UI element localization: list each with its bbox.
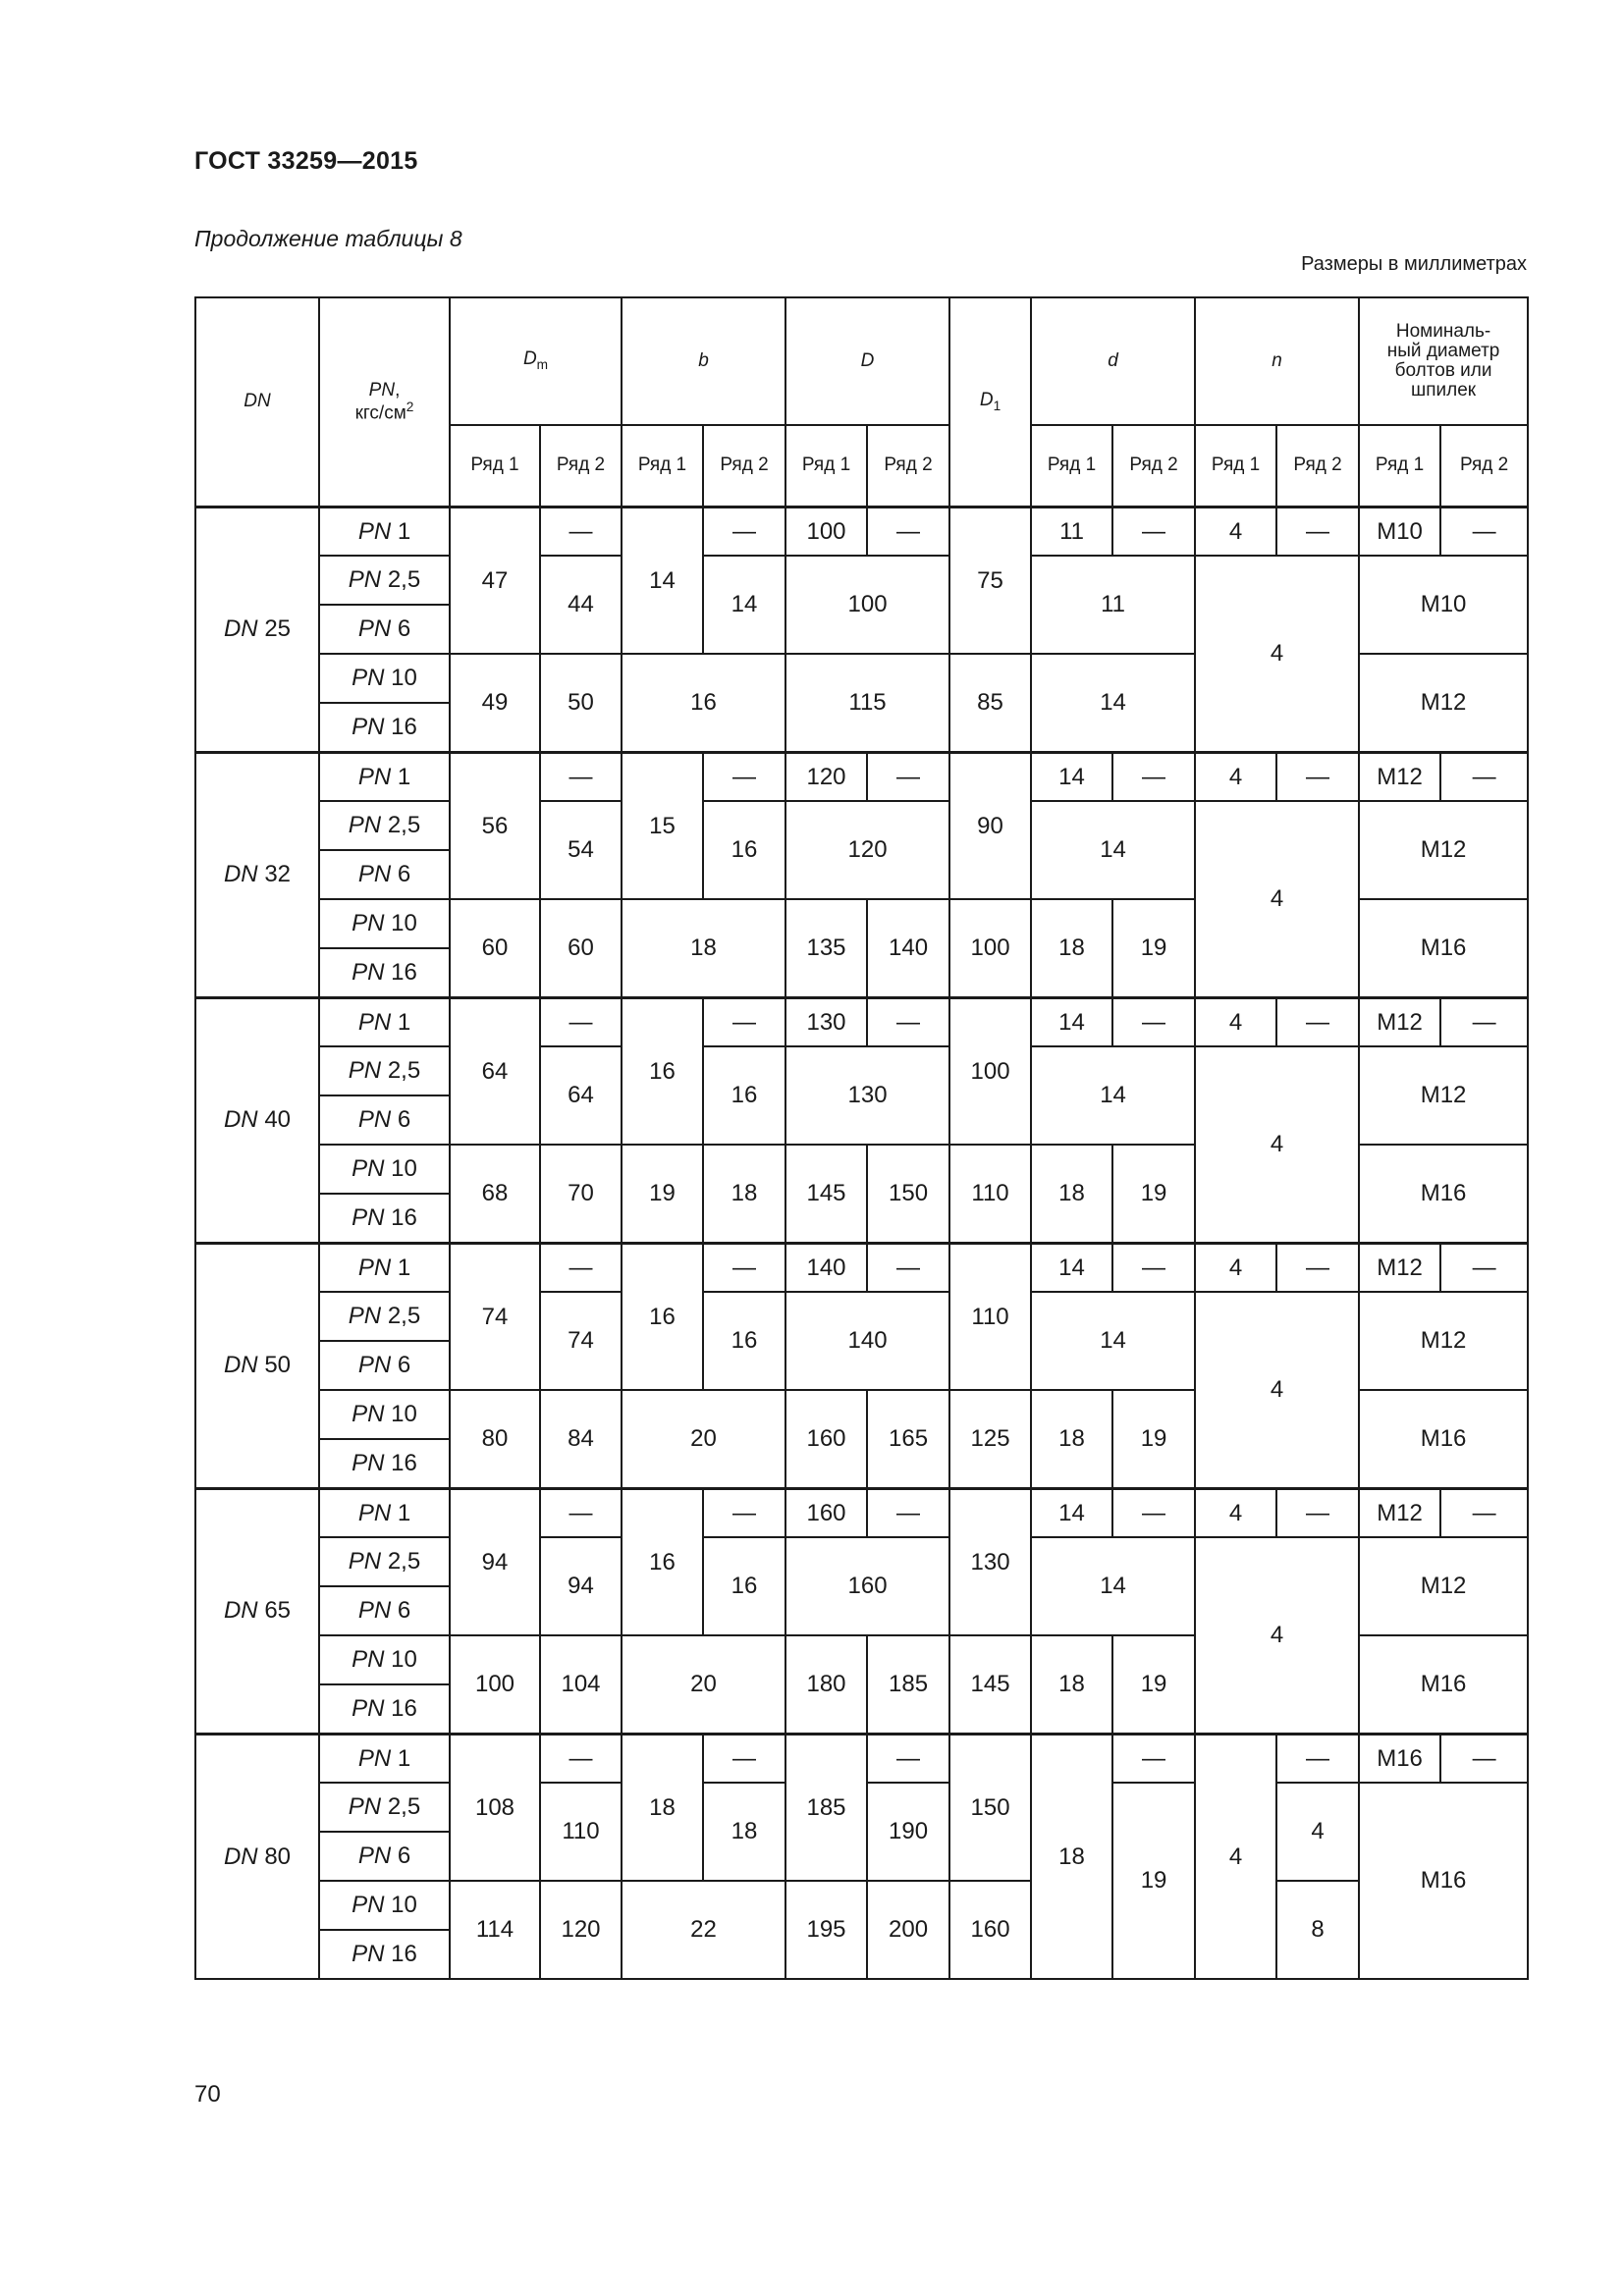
cell: 14 [703, 556, 785, 654]
cell: M16 [1359, 1783, 1528, 1979]
header-dm-row2: Ряд 2 [540, 425, 622, 507]
cell: M16 [1359, 1734, 1440, 1783]
pn-cell: PN 1 [319, 1243, 450, 1292]
cell: 19 [1112, 1783, 1195, 1979]
cell: — [1440, 752, 1528, 801]
units-note: Размеры в миллиметрах [1301, 253, 1527, 275]
cell: 8 [1276, 1881, 1359, 1979]
cell: 50 [540, 654, 622, 752]
header-b: b [622, 297, 785, 425]
header-dm: $D_m$ [450, 297, 622, 425]
header-dm-row1: Ряд 1 [450, 425, 540, 507]
cell: — [1276, 997, 1359, 1046]
cell: 20 [622, 1635, 785, 1734]
cell: — [1276, 1734, 1359, 1783]
cell: 100 [949, 997, 1031, 1145]
pn-cell: PN 10 [319, 899, 450, 948]
cell: 140 [785, 1292, 949, 1390]
cell: — [1276, 1243, 1359, 1292]
pn-cell: PN 1 [319, 507, 450, 556]
cell: 4 [1195, 1488, 1276, 1537]
header-dn: DN [195, 297, 319, 507]
header-bolt-row1: Ряд 1 [1359, 425, 1440, 507]
cell: 14 [622, 507, 703, 654]
cell: 14 [1031, 1292, 1195, 1390]
cell: 4 [1195, 997, 1276, 1046]
cell: 185 [867, 1635, 949, 1734]
cell: 160 [785, 1537, 949, 1635]
cell: M16 [1359, 899, 1528, 997]
cell: 49 [450, 654, 540, 752]
cell: 18 [622, 899, 785, 997]
cell: 16 [703, 1046, 785, 1145]
cell: 165 [867, 1390, 949, 1488]
cell: 15 [622, 752, 703, 899]
cell: 75 [949, 507, 1031, 654]
cell: — [540, 1488, 622, 1537]
cell: 14 [1031, 654, 1195, 752]
pn-cell: PN 6 [319, 1341, 450, 1390]
header-n: n [1195, 297, 1359, 425]
cell: 47 [450, 507, 540, 654]
cell: 18 [622, 1734, 703, 1881]
pn-cell: PN 16 [319, 1930, 450, 1979]
cell: — [703, 507, 785, 556]
cell: 16 [703, 801, 785, 899]
cell: 84 [540, 1390, 622, 1488]
cell: 130 [785, 997, 867, 1046]
pn-cell: PN 10 [319, 1390, 450, 1439]
pn-cell: PN 10 [319, 1881, 450, 1930]
cell: M12 [1359, 801, 1528, 899]
cell: 4 [1195, 1046, 1359, 1243]
cell: 19 [1112, 1145, 1195, 1243]
cell: 14 [1031, 801, 1195, 899]
cell: 18 [1031, 1145, 1112, 1243]
cell: 19 [1112, 1390, 1195, 1488]
cell: — [1440, 997, 1528, 1046]
header-D-row2: Ряд 2 [867, 425, 949, 507]
header-D1: $D_1$ [949, 297, 1031, 507]
dn-cell: DN 32 [195, 752, 319, 997]
cell: 4 [1195, 1537, 1359, 1734]
cell: 60 [540, 899, 622, 997]
cell: 16 [622, 997, 703, 1145]
cell: — [1440, 1488, 1528, 1537]
cell: — [1276, 1488, 1359, 1537]
cell: 64 [540, 1046, 622, 1145]
header-n-row2: Ряд 2 [1276, 425, 1359, 507]
header-D: D [785, 297, 949, 425]
cell: 4 [1195, 1292, 1359, 1488]
cell: — [867, 1734, 949, 1783]
dn-cell: DN 50 [195, 1243, 319, 1488]
pn-cell: PN 1 [319, 752, 450, 801]
pn-cell: PN 2,5 [319, 1046, 450, 1095]
cell: — [540, 507, 622, 556]
cell: 4 [1276, 1783, 1359, 1881]
cell: 56 [450, 752, 540, 899]
dn-cell: DN 65 [195, 1488, 319, 1734]
cell: M12 [1359, 1488, 1440, 1537]
cell: 145 [949, 1635, 1031, 1734]
pn-cell: PN 2,5 [319, 1537, 450, 1586]
cell: 200 [867, 1881, 949, 1979]
cell: 160 [785, 1488, 867, 1537]
cell: 19 [1112, 1635, 1195, 1734]
cell: 94 [540, 1537, 622, 1635]
cell: M12 [1359, 752, 1440, 801]
cell: 16 [703, 1537, 785, 1635]
cell: 18 [1031, 1734, 1112, 1979]
cell: M16 [1359, 1145, 1528, 1243]
cell: — [703, 997, 785, 1046]
cell: 16 [703, 1292, 785, 1390]
table-caption: Продолжение таблицы 8 [194, 226, 462, 251]
pn-cell: PN 2,5 [319, 801, 450, 850]
cell: M10 [1359, 507, 1440, 556]
cell: M16 [1359, 1635, 1528, 1734]
cell: 22 [622, 1881, 785, 1979]
cell: — [867, 752, 949, 801]
pn-cell: PN 16 [319, 1439, 450, 1488]
cell: — [703, 1734, 785, 1783]
header-bolt-row2: Ряд 2 [1440, 425, 1528, 507]
cell: 4 [1195, 556, 1359, 752]
page-number: 70 [194, 2081, 221, 2108]
cell: 4 [1195, 801, 1359, 997]
cell: — [1276, 507, 1359, 556]
cell: — [1112, 997, 1195, 1046]
cell: 14 [1031, 1488, 1112, 1537]
dn-cell: DN 80 [195, 1734, 319, 1979]
cell: 135 [785, 899, 867, 997]
cell: 130 [949, 1488, 1031, 1635]
document-header: ГОСТ 33259—2015 [194, 147, 418, 175]
pn-cell: PN 2,5 [319, 1292, 450, 1341]
cell: M12 [1359, 1537, 1528, 1635]
cell: 20 [622, 1390, 785, 1488]
cell: 104 [540, 1635, 622, 1734]
pn-cell: PN 2,5 [319, 556, 450, 605]
header-bolt-diameter: Номиналь- ный диаметр болтов или шпилек [1359, 297, 1528, 425]
cell: 130 [785, 1046, 949, 1145]
cell: M12 [1359, 1292, 1528, 1390]
cell: 150 [949, 1734, 1031, 1881]
pn-cell: PN 1 [319, 997, 450, 1046]
cell: 190 [867, 1783, 949, 1881]
cell: 14 [1031, 752, 1112, 801]
cell: — [1112, 1243, 1195, 1292]
cell: 19 [622, 1145, 703, 1243]
cell: 11 [1031, 507, 1112, 556]
pn-cell: PN 1 [319, 1734, 450, 1783]
cell: — [1440, 1243, 1528, 1292]
cell: — [1440, 1734, 1528, 1783]
pn-cell: PN 2,5 [319, 1783, 450, 1832]
cell: 90 [949, 752, 1031, 899]
cell: — [540, 752, 622, 801]
cell: 125 [949, 1390, 1031, 1488]
cell: 14 [1031, 1537, 1195, 1635]
cell: 64 [450, 997, 540, 1145]
cell: M10 [1359, 556, 1528, 654]
cell: 4 [1195, 507, 1276, 556]
cell: 185 [785, 1734, 867, 1881]
header-d: d [1031, 297, 1195, 425]
cell: — [540, 1243, 622, 1292]
cell: 195 [785, 1881, 867, 1979]
pn-cell: PN 10 [319, 1635, 450, 1684]
cell: 70 [540, 1145, 622, 1243]
cell: 108 [450, 1734, 540, 1881]
cell: 110 [540, 1783, 622, 1881]
cell: 160 [949, 1881, 1031, 1979]
pn-cell: PN 6 [319, 850, 450, 899]
cell: 16 [622, 654, 785, 752]
cell: 4 [1195, 752, 1276, 801]
pn-cell: PN 16 [319, 948, 450, 997]
cell: 14 [1031, 1243, 1112, 1292]
cell: 74 [540, 1292, 622, 1390]
cell: — [867, 507, 949, 556]
cell: M12 [1359, 1046, 1528, 1145]
cell: 4 [1195, 1243, 1276, 1292]
cell: M12 [1359, 654, 1528, 752]
cell: — [867, 997, 949, 1046]
cell: — [1440, 507, 1528, 556]
flange-dimensions-table [194, 296, 1529, 1980]
pn-cell: PN 6 [319, 1832, 450, 1881]
cell: M12 [1359, 997, 1440, 1046]
cell: 120 [785, 801, 949, 899]
cell: 54 [540, 801, 622, 899]
cell: 145 [785, 1145, 867, 1243]
cell: — [867, 1488, 949, 1537]
cell: 18 [703, 1783, 785, 1881]
header-pn: PN, кгс/$см^2$ [319, 297, 450, 507]
pn-cell: PN 6 [319, 1586, 450, 1635]
header-b-row2: Ряд 2 [703, 425, 785, 507]
cell: 14 [1031, 997, 1112, 1046]
cell: 18 [1031, 1390, 1112, 1488]
cell: 18 [703, 1145, 785, 1243]
cell: — [540, 1734, 622, 1783]
pn-cell: PN 6 [319, 1095, 450, 1145]
cell: 100 [949, 899, 1031, 997]
cell: 11 [1031, 556, 1195, 654]
cell: — [703, 752, 785, 801]
cell: 16 [622, 1243, 703, 1390]
dn-cell: DN 40 [195, 997, 319, 1243]
cell: M12 [1359, 1243, 1440, 1292]
cell: 94 [450, 1488, 540, 1635]
cell: 160 [785, 1390, 867, 1488]
cell: 85 [949, 654, 1031, 752]
cell: 150 [867, 1145, 949, 1243]
cell: 114 [450, 1881, 540, 1979]
cell: 180 [785, 1635, 867, 1734]
cell: 68 [450, 1145, 540, 1243]
cell: 100 [785, 507, 867, 556]
cell: — [540, 997, 622, 1046]
pn-cell: PN 10 [319, 654, 450, 703]
pn-cell: PN 10 [319, 1145, 450, 1194]
cell: M16 [1359, 1390, 1528, 1488]
cell: 110 [949, 1243, 1031, 1390]
pn-cell: PN 16 [319, 1194, 450, 1243]
pn-cell: PN 1 [319, 1488, 450, 1537]
cell: 120 [785, 752, 867, 801]
dn-cell: DN 25 [195, 507, 319, 752]
cell: 18 [1031, 899, 1112, 997]
cell: 100 [450, 1635, 540, 1734]
cell: — [1112, 1488, 1195, 1537]
header-d-row1: Ряд 1 [1031, 425, 1112, 507]
header-D-row1: Ряд 1 [785, 425, 867, 507]
header-b-row1: Ряд 1 [622, 425, 703, 507]
cell: — [1112, 752, 1195, 801]
cell: 110 [949, 1145, 1031, 1243]
cell: 140 [867, 899, 949, 997]
cell: 115 [785, 654, 949, 752]
cell: 19 [1112, 899, 1195, 997]
cell: — [867, 1243, 949, 1292]
pn-cell: PN 16 [319, 703, 450, 752]
pn-cell: PN 16 [319, 1684, 450, 1734]
cell: 140 [785, 1243, 867, 1292]
cell: — [1112, 1734, 1195, 1783]
cell: 120 [540, 1881, 622, 1979]
cell: 4 [1195, 1734, 1276, 1979]
cell: 16 [622, 1488, 703, 1635]
cell: — [703, 1243, 785, 1292]
cell: 80 [450, 1390, 540, 1488]
cell: — [1112, 507, 1195, 556]
cell: 14 [1031, 1046, 1195, 1145]
cell: 18 [1031, 1635, 1112, 1734]
cell: — [1276, 752, 1359, 801]
cell: 100 [785, 556, 949, 654]
cell: 74 [450, 1243, 540, 1390]
header-n-row1: Ряд 1 [1195, 425, 1276, 507]
cell: — [703, 1488, 785, 1537]
header-d-row2: Ряд 2 [1112, 425, 1195, 507]
cell: 60 [450, 899, 540, 997]
pn-cell: PN 6 [319, 605, 450, 654]
cell: 44 [540, 556, 622, 654]
